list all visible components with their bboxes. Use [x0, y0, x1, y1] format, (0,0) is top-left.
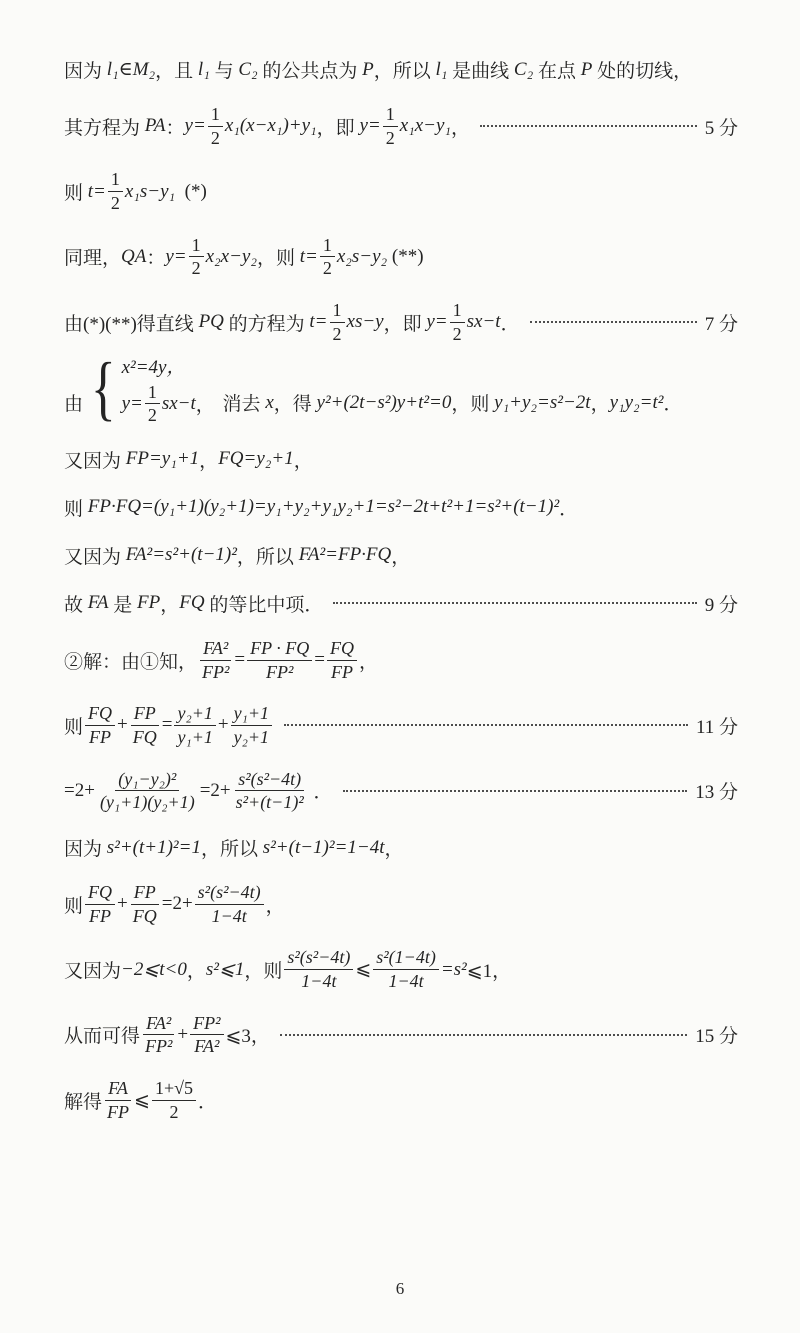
fraction-numerator: 1	[383, 104, 398, 127]
fraction-denominator: 1−4t	[301, 971, 337, 992]
math-fragment: l₁	[435, 58, 448, 80]
fraction-denominator: 2	[332, 323, 342, 344]
fraction	[130, 703, 160, 747]
score-label: 15 分	[695, 1026, 738, 1048]
fraction-denominator: FQ	[132, 726, 157, 747]
fraction-denominator: FP	[89, 905, 112, 926]
text-fragment: ，即	[316, 117, 360, 139]
fraction	[208, 104, 223, 148]
text-fragment: =2+	[64, 779, 95, 801]
fraction-numerator: FA	[105, 1078, 131, 1101]
math-fragment: l₁	[197, 58, 210, 80]
math-fragment: FP	[137, 592, 161, 614]
math-fragment: x₁s−y₁	[124, 180, 176, 202]
text-fragment: ．	[500, 313, 520, 335]
fraction	[104, 1078, 132, 1122]
fraction-numerator: FP	[131, 703, 159, 726]
solution-line	[64, 703, 738, 747]
fraction-denominator: 2	[452, 323, 462, 344]
text-fragment: 的方程为	[223, 313, 310, 335]
fraction-denominator: FP	[331, 661, 354, 682]
math-fragment: =s²	[440, 958, 467, 980]
fraction-numerator: 1	[208, 104, 223, 127]
fraction-numerator: FP	[131, 882, 159, 905]
fraction-denominator: 1−4t	[211, 905, 247, 926]
text-fragment: ⩽	[134, 1089, 150, 1111]
text-fragment: 的等比中项．	[204, 594, 324, 616]
text-fragment: ，	[359, 651, 379, 673]
fraction-numerator: 1	[145, 382, 160, 405]
fraction-denominator: y₁+1	[177, 726, 213, 747]
fraction	[327, 638, 357, 682]
fraction	[320, 235, 335, 279]
text-fragment: +	[117, 714, 128, 736]
text-fragment: ，	[265, 895, 285, 917]
text-fragment: =	[234, 649, 246, 671]
text-fragment: ，	[195, 395, 215, 417]
fraction-numerator: 1	[189, 235, 204, 258]
math-fragment: sx−t	[161, 392, 196, 414]
math-fragment: x₁(x−x₁)+y₁	[224, 115, 317, 137]
fraction	[233, 769, 307, 813]
fraction	[108, 169, 123, 213]
math-fragment: s²⩽1	[205, 959, 245, 981]
system-row	[122, 382, 215, 426]
fraction	[330, 300, 345, 344]
fraction	[195, 882, 264, 926]
math-fragment: P	[580, 58, 593, 80]
math-fragment: FA²=s²+(t−1)²	[125, 544, 237, 566]
solution-line	[64, 300, 738, 344]
fraction	[190, 1013, 223, 1057]
fraction	[145, 382, 160, 426]
solution-line	[64, 882, 738, 926]
fraction-denominator: 2	[191, 258, 201, 279]
fraction-denominator: FP	[107, 1101, 130, 1122]
math-fragment: t=	[299, 245, 318, 267]
text-fragment: ，	[384, 839, 404, 860]
solution-line	[64, 348, 738, 440]
solution-line	[64, 834, 738, 861]
fraction-denominator: FP²	[202, 661, 230, 682]
fraction-numerator: 1	[450, 300, 465, 323]
text-fragment: ，则	[256, 248, 300, 270]
fraction-numerator: s²(s²−4t)	[284, 947, 353, 970]
solution-line	[64, 1013, 738, 1057]
text-fragment: 则	[64, 498, 88, 520]
fraction	[85, 882, 115, 926]
fraction-denominator: y₂+1	[233, 726, 269, 747]
text-fragment: 由	[64, 394, 84, 416]
math-fragment: y₁+y₂=s²−2t	[494, 391, 591, 413]
system-rows	[122, 352, 215, 426]
fraction	[85, 703, 115, 747]
solution-line	[64, 169, 738, 213]
solution-line	[64, 104, 738, 148]
fraction	[373, 947, 439, 991]
text-fragment: ，所以	[373, 61, 436, 82]
math-fragment: x₁x−y₁	[399, 115, 452, 137]
text-fragment: ，	[199, 450, 219, 472]
fraction-denominator: 2	[147, 405, 157, 426]
text-fragment: 因为	[64, 61, 107, 82]
text-fragment: 是曲线	[447, 61, 514, 82]
fraction-denominator: 2	[110, 193, 120, 214]
text-fragment: 与	[209, 61, 239, 82]
text-fragment: 则	[64, 183, 88, 205]
math-fragment: C₂	[238, 58, 258, 80]
fraction-denominator: (y₁+1)(y₂+1)	[99, 792, 195, 813]
solution-line	[64, 769, 738, 813]
score-label: 13 分	[695, 782, 738, 804]
math-fragment: s²+(t−1)²=1−4t	[262, 836, 385, 858]
fraction-denominator: 2	[210, 127, 220, 148]
text-fragment: ．	[197, 1091, 217, 1113]
fraction-numerator: 1+√5	[152, 1078, 196, 1101]
dotted-leader	[480, 125, 697, 127]
fraction-denominator: 1−4t	[388, 971, 424, 992]
math-fragment: x²=4y，	[121, 356, 186, 378]
fraction	[284, 947, 353, 991]
text-fragment: +	[117, 893, 128, 915]
solution-line	[64, 1078, 738, 1122]
solution-line	[64, 235, 738, 279]
dotted-leader	[343, 790, 688, 792]
solution-line	[64, 638, 738, 682]
fraction-denominator: 2	[385, 127, 395, 148]
math-fragment: y=	[426, 311, 448, 333]
text-fragment: ，则	[244, 961, 283, 983]
text-fragment: 解得	[64, 1091, 103, 1113]
solution-line	[64, 947, 738, 991]
solution-line	[64, 494, 738, 521]
fraction	[174, 703, 215, 747]
text-fragment: +	[217, 714, 229, 736]
solution-line	[64, 446, 738, 473]
math-fragment: PA	[144, 115, 166, 137]
math-fragment: x₂x−y₂	[205, 245, 257, 267]
text-fragment: ⩽1，	[466, 961, 512, 983]
text-fragment: +	[177, 1023, 189, 1045]
score-label: 9 分	[704, 594, 738, 616]
score-label: 7 分	[704, 313, 738, 335]
text-fragment: (**)	[387, 245, 424, 267]
fraction	[152, 1078, 196, 1122]
math-fragment: y=	[359, 115, 381, 137]
fraction-numerator: 1	[108, 169, 123, 192]
math-fragment: y²+(2t−s²)y+t²=0	[316, 391, 452, 413]
text-fragment: 从而可得	[64, 1026, 141, 1048]
text-fragment: ②解：由①知，	[64, 651, 198, 673]
text-fragment: ，	[293, 450, 313, 472]
fraction-numerator: FA²	[200, 638, 231, 661]
text-fragment: =2+	[199, 779, 231, 801]
text-fragment: ，	[451, 117, 471, 139]
text-fragment: ，	[160, 594, 180, 616]
math-fragment: s²+(t+1)²=1	[106, 836, 201, 858]
math-fragment: P	[362, 58, 374, 80]
fraction	[383, 104, 398, 148]
math-fragment: y=	[184, 115, 206, 137]
text-fragment: ，则	[451, 394, 495, 416]
math-fragment: PQ	[198, 311, 224, 333]
text-fragment: 故	[64, 594, 88, 616]
text-fragment: 又因为	[64, 546, 126, 568]
fraction	[130, 882, 160, 926]
text-fragment: ，	[186, 961, 206, 983]
fraction-numerator: s²(s²−4t)	[235, 769, 304, 792]
math-fragment: FQ	[179, 592, 205, 614]
math-fragment: t=	[87, 180, 106, 202]
fraction-denominator: 2	[322, 258, 332, 279]
text-fragment: 消去	[217, 394, 266, 416]
fraction	[142, 1013, 175, 1057]
math-fragment: xs−y	[346, 311, 384, 333]
text-fragment: 由(*)(**)得直线	[64, 313, 199, 335]
fraction	[231, 703, 272, 747]
text-fragment: ，即	[383, 313, 427, 335]
text-fragment: 其方程为	[64, 117, 145, 139]
fraction	[450, 300, 465, 344]
math-fragment: l₁∈M₂	[106, 59, 156, 80]
text-fragment: ⩽	[355, 959, 372, 981]
math-fragment: FA²=FP·FQ	[298, 544, 392, 566]
math-fragment: sx−t	[466, 311, 501, 333]
math-fragment: t=	[309, 311, 328, 333]
score-label: 11 分	[695, 716, 738, 738]
fraction-denominator: 2	[169, 1101, 179, 1122]
math-fragment: QA	[121, 245, 147, 267]
text-fragment: 则	[64, 716, 84, 738]
fraction-denominator: FP²	[145, 1036, 173, 1057]
fraction-numerator: s²(s²−4t)	[195, 882, 264, 905]
text-fragment: ．	[663, 394, 683, 416]
text-fragment: ，所以	[200, 839, 263, 860]
fraction-numerator: FQ	[85, 882, 115, 905]
text-fragment: =	[161, 714, 173, 736]
fraction	[247, 638, 312, 682]
fraction-numerator: (y₁−y₂)²	[115, 769, 179, 792]
solution-line	[64, 542, 738, 569]
fraction-numerator: FQ	[85, 703, 115, 726]
fraction-numerator: FP · FQ	[247, 638, 312, 661]
text-fragment: 是	[108, 594, 138, 616]
fraction-numerator: 1	[330, 300, 345, 323]
text-fragment: ，所以	[236, 546, 299, 568]
dotted-leader	[530, 321, 697, 323]
math-fragment: −2⩽t<0	[121, 959, 187, 981]
text-fragment: ，	[590, 394, 610, 416]
dotted-leader	[280, 1034, 687, 1036]
fraction	[189, 235, 204, 279]
fraction-numerator: FP²	[190, 1013, 223, 1036]
text-fragment: ：	[165, 117, 185, 139]
fraction-denominator: FA²	[194, 1036, 220, 1057]
fraction-denominator: FQ	[132, 905, 157, 926]
fraction-numerator: s²(1−4t)	[373, 947, 439, 970]
math-fragment: C₂	[513, 58, 534, 80]
fraction-denominator: FP²	[266, 661, 294, 682]
fraction-denominator: FP	[89, 726, 112, 747]
text-fragment: 因为	[64, 839, 107, 860]
fraction	[199, 638, 232, 682]
math-fragment: FQ=y₂+1	[218, 448, 294, 470]
text-fragment: 又因为	[64, 450, 126, 472]
solution-line	[64, 590, 738, 617]
brace-glyph: {	[90, 348, 116, 429]
math-fragment: x	[265, 391, 274, 413]
fraction-denominator: s²+(t−1)²	[235, 792, 304, 813]
text-fragment: ．	[308, 782, 333, 804]
text-fragment: ．	[559, 498, 579, 520]
text-fragment: 处的切线，	[592, 61, 693, 82]
fraction-numerator: FQ	[327, 638, 357, 661]
fraction-numerator: y₂+1	[174, 703, 215, 726]
solution-line	[64, 56, 738, 83]
math-fragment: y=	[165, 245, 187, 267]
math-fragment: y₁y₂=t²	[609, 391, 664, 413]
text-fragment: 又因为	[64, 961, 122, 983]
text-fragment: 在点	[533, 61, 581, 82]
fraction-numerator: FA²	[143, 1013, 174, 1036]
math-fragment: FP=y₁+1	[125, 448, 200, 470]
fraction	[97, 769, 198, 813]
text-fragment: (*)	[175, 180, 207, 202]
math-fragment: y=	[121, 392, 143, 414]
text-fragment: ，得	[273, 394, 317, 416]
equation-system	[86, 348, 215, 429]
text-fragment: 同理，	[64, 248, 122, 270]
fraction-numerator: y₁+1	[231, 703, 272, 726]
math-fragment: x₂s−y₂	[336, 245, 388, 267]
score-label: 5 分	[704, 117, 738, 139]
text-fragment: =2+	[161, 893, 193, 915]
text-fragment: 的公共点为	[257, 61, 363, 82]
text-fragment: 则	[64, 895, 84, 917]
text-fragment: ⩽3，	[225, 1026, 270, 1048]
text-fragment: ：	[146, 248, 166, 270]
fraction-numerator: 1	[320, 235, 335, 258]
text-fragment: ，	[391, 546, 411, 568]
math-fragment: FA	[87, 592, 109, 614]
dotted-leader	[333, 602, 696, 604]
page-number: 6	[395, 1279, 405, 1298]
text-fragment: ，且	[155, 61, 198, 82]
text-fragment: =	[314, 649, 326, 671]
math-fragment: FP·FQ=(y₁+1)(y₂+1)=y₁+y₂+y₁y₂+1=s²−2t+t²+1=s²+(t−1)²	[87, 496, 560, 518]
system-row	[122, 352, 215, 379]
dotted-leader	[284, 724, 688, 726]
